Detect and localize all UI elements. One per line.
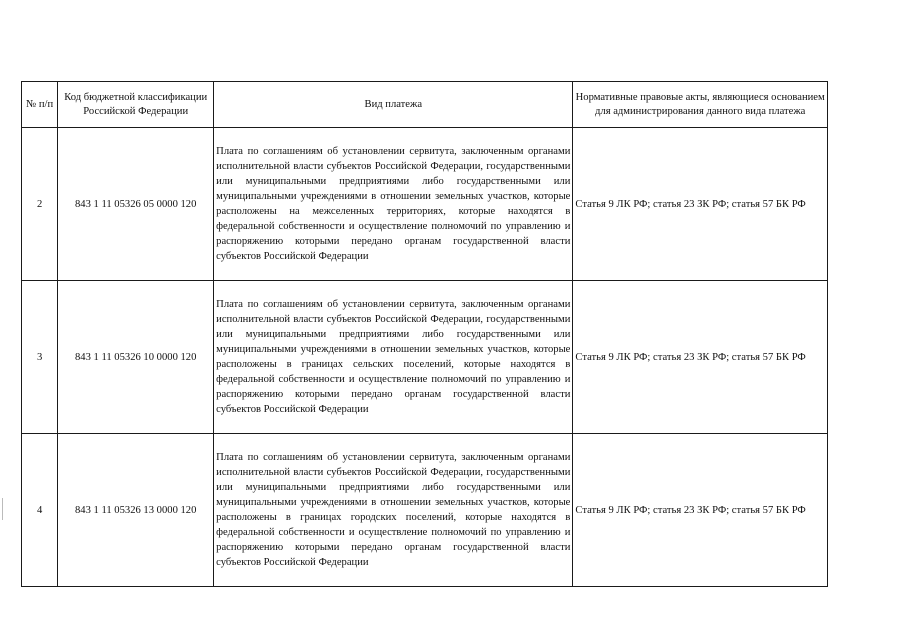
header-payment-kind: Вид платежа (214, 82, 573, 128)
row-budget-code: 843 1 11 05326 05 0000 120 (58, 128, 214, 281)
row-budget-code: 843 1 11 05326 10 0000 120 (58, 281, 214, 434)
table-row (22, 434, 828, 587)
header-budget-code: Код бюджетной классификации Российской Федерации (58, 82, 214, 128)
row-number: 3 (22, 281, 58, 434)
header-number: № п/п (22, 82, 58, 128)
row-budget-code: 843 1 11 05326 13 0000 120 (58, 434, 214, 587)
row-number: 4 (22, 434, 58, 587)
row-legal-acts: Статья 9 ЛК РФ; статья 23 ЗК РФ; статья 57 БК РФ (573, 434, 828, 587)
table-row (22, 281, 828, 434)
payments-table (21, 81, 828, 587)
table-header-row (22, 82, 828, 128)
row-payment-kind: Плата по соглашениям об установлении сервитута, заключенным органами исполнительной власти субъектов Российской Федерации, государственными или муниципальными предприятиями либо государственными или муниципальными учреждениями в отношении земельных участков, которые расположены в границах сельских поселений, которые находятся в федеральной собственности и осуществление полномочий по управлению и распоряжению которыми передано органам государственной власти субъектов Российской Федерации (214, 281, 573, 434)
row-legal-acts: Статья 9 ЛК РФ; статья 23 ЗК РФ; статья 57 БК РФ (573, 128, 828, 281)
header-legal-acts: Нормативные правовые акты, являющиеся основанием для администрирования данного вида платежа (573, 82, 828, 128)
row-legal-acts: Статья 9 ЛК РФ; статья 23 ЗК РФ; статья 57 БК РФ (573, 281, 828, 434)
row-payment-kind: Плата по соглашениям об установлении сервитута, заключенным органами исполнительной власти субъектов Российской Федерации, государственными или муниципальными предприятиями либо государственными или муниципальными учреждениями в отношении земельных участков, которые расположены в границах городских поселений, которые находятся в федеральной собственности и осуществление полномочий по управлению и распоряжению которыми передано органам государственной власти субъектов Российской Федерации (214, 434, 573, 587)
table-row (22, 128, 828, 281)
scan-margin-mark (2, 498, 3, 520)
row-payment-kind: Плата по соглашениям об установлении сервитута, заключенным органами исполнительной власти субъектов Российской Федерации, государственными или муниципальными предприятиями либо государственными или муниципальными учреждениями в отношении земельных участков, которые расположены на межселенных территориях, которые находятся в федеральной собственности и осуществление полномочий по управлению и распоряжению которыми передано органам государственной власти субъектов Российской Федерации (214, 128, 573, 281)
row-number: 2 (22, 128, 58, 281)
